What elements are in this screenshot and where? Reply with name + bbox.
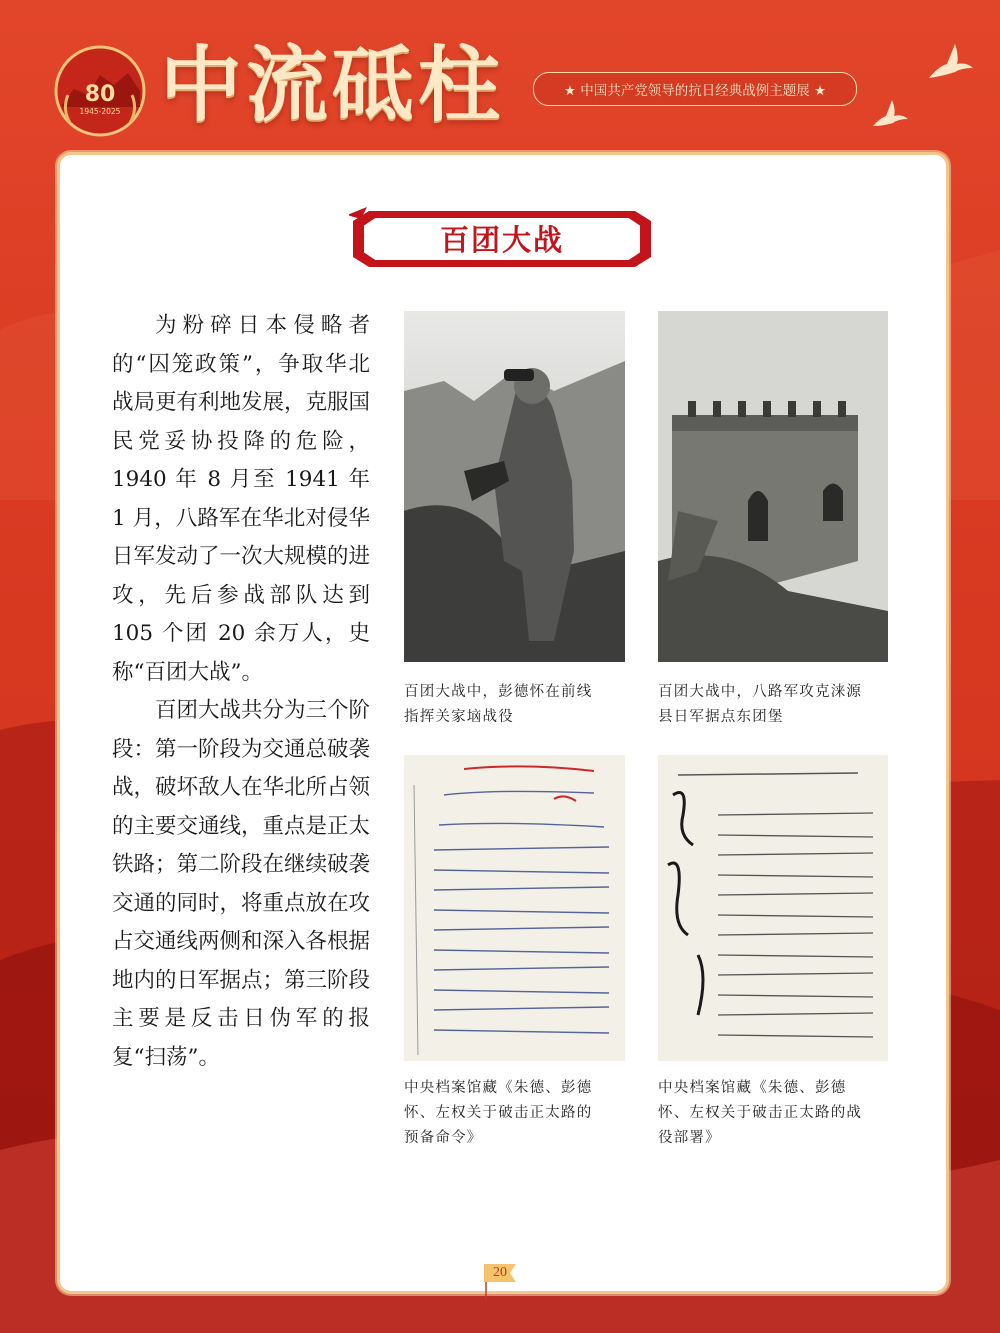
page-number: 20 [493,1265,507,1280]
page-title: 中流砥柱 [160,38,505,133]
article-body [112,307,370,1077]
dove-icon [925,38,975,83]
document-preparation-order [404,755,625,1061]
page-number-badge [480,1262,520,1284]
paragraph: 百团大战共分为三个阶段：第一阶段为交通总破袭战，破坏敌人在华北所占领的主要交通线，重点是正太铁路；第二阶段在继续破袭交通的同时，将重点放在攻占交通线两侧和深入各根据地内的日军据点；第三阶段主要是反击日伪军的报复“扫荡”。 [112,698,371,1070]
photo-peng-dehuai [404,311,625,662]
photo-dongtuanpu [658,311,888,662]
emblem-years: 1945-2025 [79,107,121,116]
photo-caption: 中央档案馆藏《朱德、彭德 怀、左权关于破击正太路的 预备命令》 [404,1080,593,1146]
dove-icon [870,96,910,130]
photo-caption: 百团大战中，彭德怀在前线 指挥关家垴战役 [404,684,593,725]
document-battle-deployment [658,755,888,1061]
section-title: 百团大战 [439,222,564,257]
exhibition-subtitle: ★ 中国共产党领导的抗日经典战例主题展 ★ [533,72,857,106]
paragraph: 为粉碎日本侵略者的“囚笼政策”，争取华北战局更有利地发展，克服国民党妥协投降的危险，1940 年 8 月至 1941 年 1 月，八路军在华北对侵华日军发动了一次大规模的进攻，先后参战部队达到 105 个团 20 余万人，史称“百团大战”。 [112,313,371,685]
anniversary-emblem [54,45,146,137]
photo-caption: 百团大战中，八路军攻克涞源 县日军据点东团堡 [658,684,863,725]
photo-caption: 中央档案馆藏《朱德、彭德 怀、左权关于破击正太路的战 役部署》 [658,1080,863,1146]
emblem-number: 80 [84,82,116,107]
